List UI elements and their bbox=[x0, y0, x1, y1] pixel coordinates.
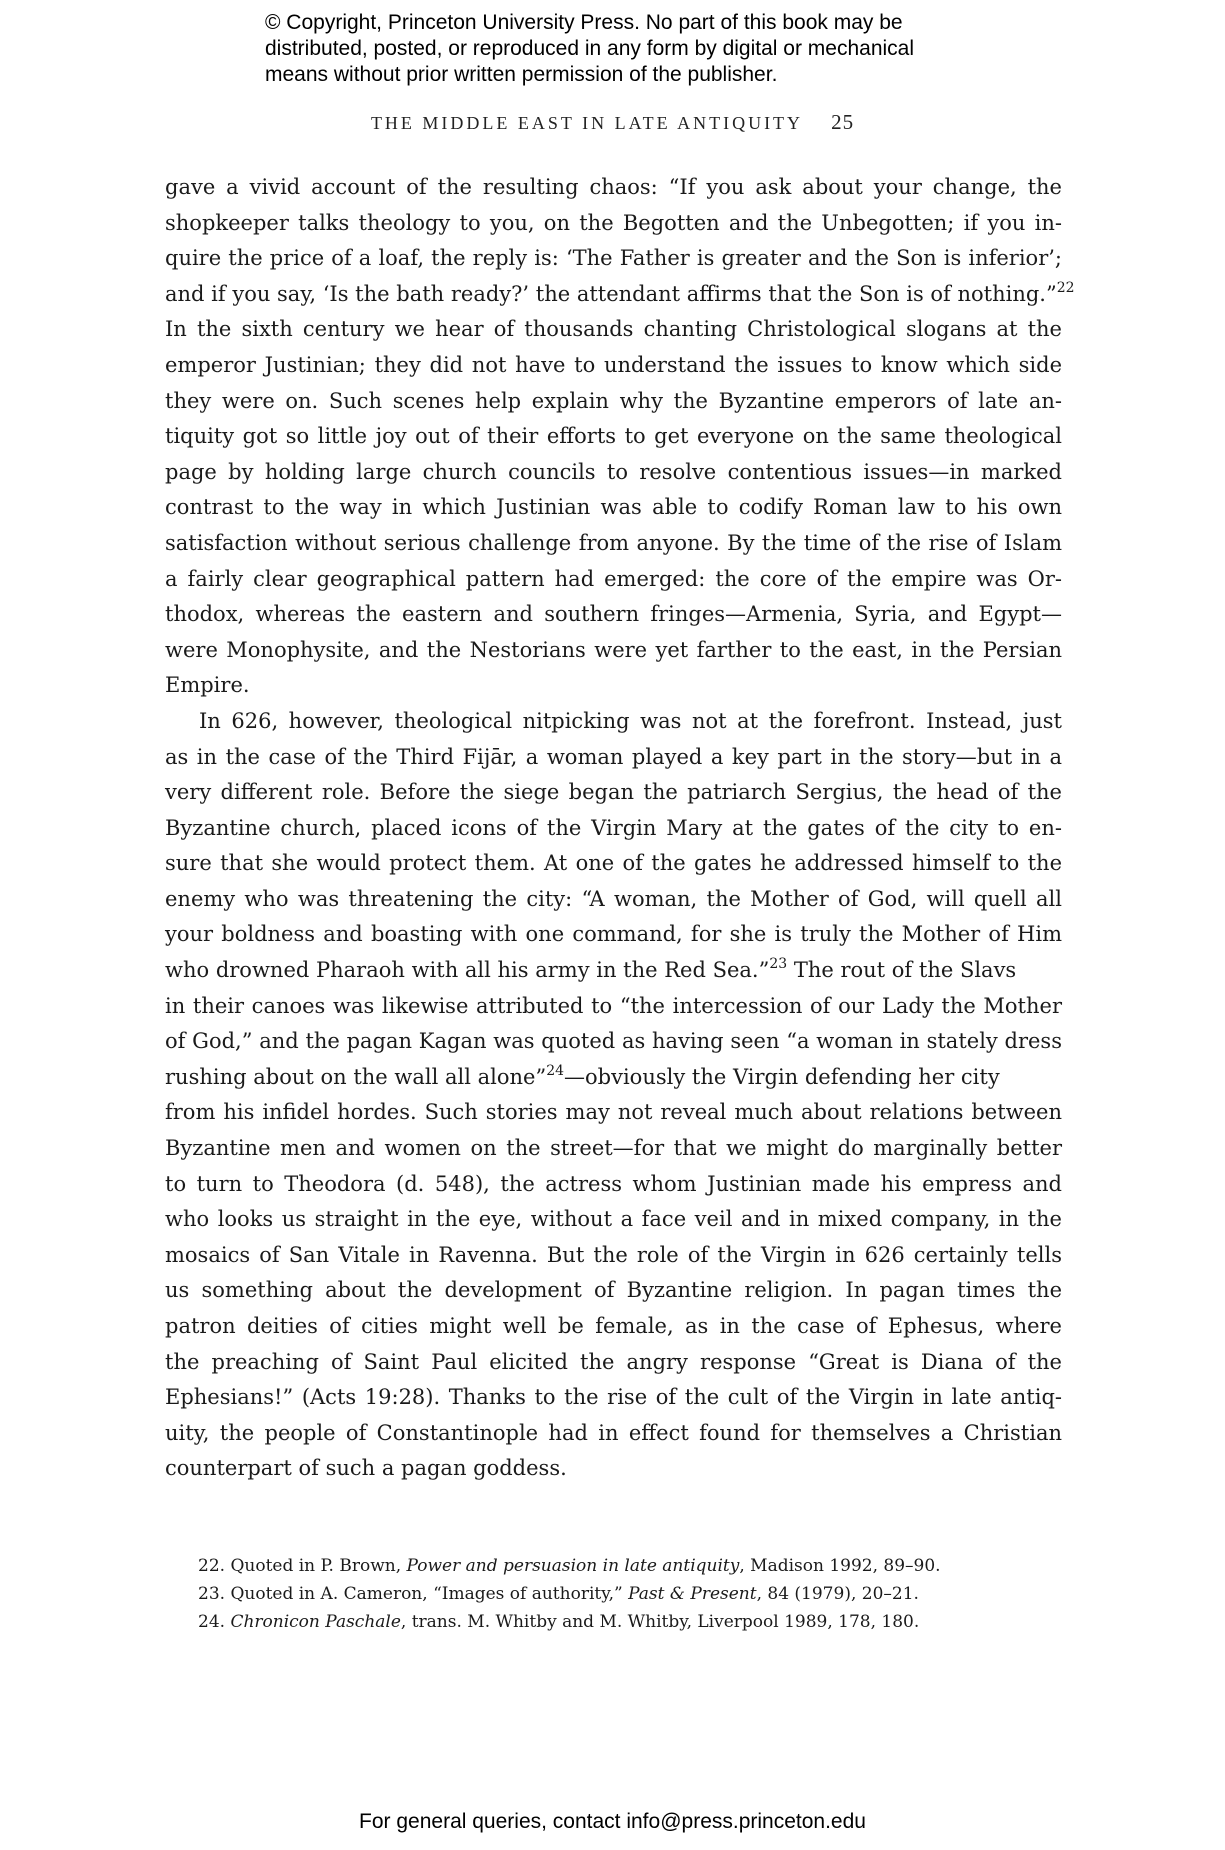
footnote-number: 22. bbox=[198, 1556, 226, 1576]
footnote-24 bbox=[198, 1608, 1048, 1636]
text-line bbox=[165, 953, 1062, 989]
text-line: satisfaction without serious challenge from anyone. By the time of the rise of Islam bbox=[165, 530, 1062, 555]
page-number: 25 bbox=[831, 110, 855, 134]
footnote-text: Quoted in P. Brown, bbox=[225, 1556, 407, 1576]
footnotes bbox=[198, 1552, 1048, 1636]
text-line: a fairly clear geographical pattern had emerged: the core of the empire was Or- bbox=[165, 566, 1062, 591]
text-line: emperor Justinian; they did not have to understand the issues to know which side bbox=[165, 352, 1062, 377]
text-line: in their canoes was likewise attributed to “the intercession of our Lady the Mother bbox=[165, 993, 1062, 1018]
text-line bbox=[165, 1060, 1062, 1096]
footer-contact: For general queries, contact info@press.princeton.edu bbox=[359, 1810, 866, 1833]
text-line: quire the price of a loaf, the reply is: ‘The Father is greater and the Son is inferior’; bbox=[165, 246, 1062, 271]
text-line: gave a vivid account of the resulting chaos: “If you ask about your change, the bbox=[165, 175, 1062, 199]
footnote-22 bbox=[198, 1552, 1048, 1580]
text-line: of God,” and the pagan Kagan was quoted as having seen “a woman in stately dress bbox=[165, 1029, 1062, 1054]
text-line-part: rushing about on the wall all alone” bbox=[165, 1064, 547, 1089]
note-ref-22: 22 bbox=[1056, 279, 1075, 296]
text-line: uity, the people of Constantinople had in effect found for themselves a Christian bbox=[165, 1420, 1062, 1445]
text-line-part: —obviously the Virgin defending her city bbox=[564, 1064, 1000, 1089]
text-line: tiquity got so little joy out of their efforts to get everyone on the same theological bbox=[165, 424, 1062, 449]
footnote-text: Quoted in A. Cameron, “Images of authority,” bbox=[225, 1584, 629, 1604]
running-head-title: THE MIDDLE EAST IN LATE ANTIQUITY bbox=[370, 113, 804, 133]
footnote-text: , 84 (1979), 20–21. bbox=[756, 1584, 919, 1604]
text-line: the preaching of Saint Paul elicited the angry response “Great is Diana of the bbox=[165, 1349, 1062, 1374]
text-line-part: The rout of the Slavs bbox=[787, 958, 1017, 983]
text-line: In the sixth century we hear of thousands chanting Christological slogans at the bbox=[165, 317, 1062, 342]
copyright-line: distributed, posted, or reproduced in any form by digital or mechanical bbox=[265, 37, 915, 60]
footnote-text: , trans. M. Whitby and M. Whitby, Liverpool 1989, 178, 180. bbox=[400, 1612, 920, 1632]
text-line: very different role. Before the siege began the patriarch Sergius, the head of the bbox=[165, 780, 1062, 805]
text-line: were Monophysite, and the Nestorians were yet farther to the east, in the Persian bbox=[165, 637, 1062, 662]
footnote-23 bbox=[198, 1580, 1048, 1608]
text-line: In 626, however, theological nitpicking was not at the forefront. Instead, just bbox=[199, 708, 1062, 733]
footnote-number: 24. bbox=[198, 1612, 226, 1632]
text-line: who looks us straight in the eye, without a face veil and in mixed company, in the bbox=[165, 1207, 1062, 1232]
copyright-line: © Copyright, Princeton University Press. No part of this book may be bbox=[265, 11, 903, 34]
footnote-title: Past & Present bbox=[628, 1584, 757, 1604]
text-line-part: and if you say, ‘Is the bath ready?’ the attendant affirms that the Son is of nothing.” bbox=[165, 281, 1057, 306]
text-line bbox=[165, 277, 1075, 313]
footnote-number: 23. bbox=[198, 1584, 226, 1604]
body-text bbox=[165, 170, 1075, 1487]
note-ref-23: 23 bbox=[769, 956, 788, 973]
text-line: page by holding large church councils to resolve contentious issues—in marked bbox=[165, 459, 1062, 484]
text-line: shopkeeper talks theology to you, on the Begotten and the Unbegotten; if you in- bbox=[165, 210, 1062, 235]
text-line-part: who drowned Pharaoh with all his army in the Red Sea.” bbox=[165, 958, 770, 983]
text-line: they were on. Such scenes help explain why the Byzantine emperors of late an- bbox=[165, 388, 1062, 413]
running-head bbox=[0, 110, 1225, 135]
copyright-notice bbox=[265, 10, 1025, 88]
text-line: Ephesians!” (Acts 19:28). Thanks to the rise of the cult of the Virgin in late antiq- bbox=[165, 1385, 1062, 1410]
text-line: from his infidel hordes. Such stories may not reveal much about relations between bbox=[165, 1100, 1062, 1125]
copyright-line: means without prior written permission of the publisher. bbox=[265, 63, 778, 86]
text-line: as in the case of the Third Fijār, a woman played a key part in the story—but in a bbox=[165, 744, 1062, 769]
footnote-title: Power and persuasion in late antiquity bbox=[406, 1556, 740, 1576]
note-ref-24: 24 bbox=[546, 1062, 565, 1079]
text-line: patron deities of cities might well be female, as in the case of Ephesus, where bbox=[165, 1314, 1062, 1338]
text-line: contrast to the way in which Justinian was able to codify Roman law to his own bbox=[165, 495, 1062, 520]
footnote-title: Chronicon Paschale bbox=[230, 1612, 401, 1632]
text-line: Byzantine men and women on the street—for that we might do marginally better bbox=[165, 1136, 1062, 1161]
text-line: to turn to Theodora (d. 548), the actress whom Justinian made his empress and bbox=[165, 1171, 1062, 1196]
text-line: Byzantine church, placed icons of the Virgin Mary at the gates of the city to en- bbox=[165, 815, 1062, 840]
text-line: mosaics of San Vitale in Ravenna. But the role of the Virgin in 626 certainly tells bbox=[165, 1242, 1062, 1267]
text-line: sure that she would protect them. At one of the gates he addressed himself to the bbox=[165, 851, 1062, 876]
text-line: Empire. bbox=[165, 673, 250, 698]
text-line: your boldness and boasting with one command, for she is truly the Mother of Him bbox=[165, 922, 1062, 947]
text-line: us something about the development of Byzantine religion. In pagan times the bbox=[165, 1278, 1062, 1303]
text-line: counterpart of such a pagan goddess. bbox=[165, 1456, 567, 1481]
footnote-text: , Madison 1992, 89–90. bbox=[739, 1556, 941, 1576]
text-line: thodox, whereas the eastern and southern fringes—Armenia, Syria, and Egypt— bbox=[165, 602, 1062, 627]
text-line: enemy who was threatening the city: “A woman, the Mother of God, will quell all bbox=[165, 886, 1062, 911]
